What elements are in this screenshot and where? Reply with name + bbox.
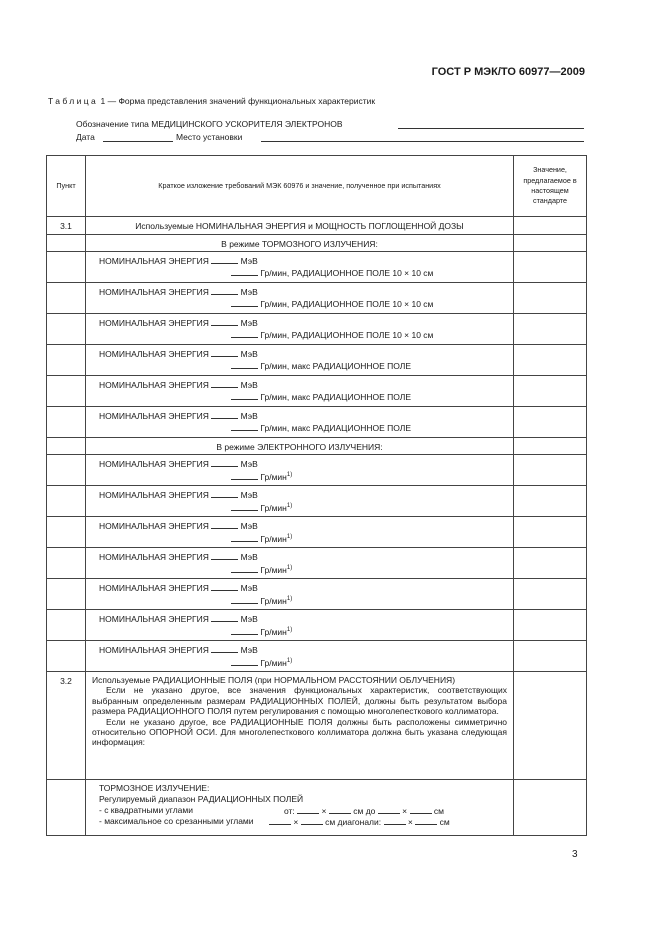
rate-blank	[231, 329, 258, 338]
rate-blank	[231, 564, 258, 573]
energy-blank	[211, 489, 238, 498]
energy-blank	[211, 379, 238, 388]
energy-blank	[211, 458, 238, 467]
rate-label: Гр/мин, макс РАДИАЦИОННОЕ ПОЛЕ	[260, 423, 411, 433]
energy-blank	[211, 613, 238, 622]
rate-blank	[231, 657, 258, 666]
table-row	[47, 252, 587, 283]
header-point: Пункт	[47, 156, 86, 217]
section-number: 3.1	[47, 217, 86, 235]
square-corners-line	[99, 805, 507, 816]
energy-unit: МэВ	[240, 318, 258, 328]
energy-blank	[211, 317, 238, 326]
energy-unit: МэВ	[240, 521, 258, 531]
page-number: 3	[572, 849, 578, 860]
range-title: Регулируемый диапазон РАДИАЦИОННЫХ ПОЛЕЙ	[99, 794, 304, 804]
table-row	[47, 610, 587, 641]
header-summary: Краткое изложение требований МЭК 60976 и значение, полученное при испытаниях	[86, 156, 514, 217]
rate-label: Гр/мин	[260, 533, 287, 544]
times-sign: ×	[293, 817, 299, 827]
blank	[384, 816, 406, 825]
section-number: 3.2	[47, 672, 86, 780]
energy-blank	[211, 410, 238, 419]
energy-label: НОМИНАЛЬНАЯ ЭНЕРГИЯ	[99, 521, 209, 531]
brems-heading: В режиме ТОРМОЗНОГО ИЗЛУЧЕНИЯ:	[86, 235, 514, 252]
energy-unit: МэВ	[240, 583, 258, 593]
footnote-mark: 1)	[286, 503, 293, 509]
blank	[297, 805, 319, 814]
footnote-mark: 1)	[286, 627, 293, 633]
rate-label: Гр/мин, макс РАДИАЦИОННОЕ ПОЛЕ	[260, 392, 411, 402]
energy-label: НОМИНАЛЬНАЯ ЭНЕРГИЯ	[99, 380, 209, 390]
times-sign: ×	[321, 806, 327, 816]
energy-unit: МэВ	[240, 645, 258, 655]
energy-unit: МэВ	[240, 552, 258, 562]
section-title: Используемые НОМИНАЛЬНАЯ ЭНЕРГИЯ и МОЩНОСТЬ ПОГЛОЩЕННОЙ ДОЗЫ	[86, 217, 514, 235]
rate-blank	[231, 298, 258, 307]
section-3-2-row	[47, 672, 587, 780]
brems-title: ТОРМОЗНОЕ ИЗЛУЧЕНИЕ:	[99, 783, 210, 793]
document-header: ГОСТ Р МЭК/ТО 60977—2009	[431, 66, 585, 78]
times-sign: ×	[407, 817, 413, 827]
table-row	[47, 517, 587, 548]
rate-label: Гр/мин	[260, 502, 287, 513]
blank	[329, 805, 351, 814]
rate-label: Гр/мин	[260, 471, 287, 482]
energy-label: НОМИНАЛЬНАЯ ЭНЕРГИЯ	[99, 459, 209, 469]
caption-text: 1 — Форма представления значений функциональных характеристик	[98, 96, 376, 106]
footnote-mark: 1)	[286, 658, 293, 664]
section-3-1-title-row	[47, 217, 587, 235]
blank	[410, 805, 432, 814]
place-label: Место установки	[176, 132, 243, 142]
cm-label: см	[433, 806, 444, 816]
accelerator-type-field	[398, 128, 584, 129]
rate-label: Гр/мин, макс РАДИАЦИОННОЕ ПОЛЕ	[260, 361, 411, 371]
energy-unit: МэВ	[240, 614, 258, 624]
rate-blank	[231, 533, 258, 542]
energy-label: НОМИНАЛЬНАЯ ЭНЕРГИЯ	[99, 583, 209, 593]
electron-heading-row	[47, 438, 587, 455]
proposed-value-cell	[514, 217, 587, 235]
field-range-row	[47, 780, 587, 836]
cm-label: см	[439, 817, 450, 827]
place-field	[261, 141, 584, 142]
rate-label: Гр/мин	[260, 564, 287, 575]
brems-heading-row	[47, 235, 587, 252]
energy-label: НОМИНАЛЬНАЯ ЭНЕРГИЯ	[99, 645, 209, 655]
rate-label: Гр/мин, РАДИАЦИОННОЕ ПОЛЕ 10 × 10 см	[260, 299, 434, 309]
energy-blank	[211, 286, 238, 295]
rate-label: Гр/мин, РАДИАЦИОННОЕ ПОЛЕ 10 × 10 см	[260, 268, 434, 278]
from-label: от:	[284, 806, 295, 816]
section-title: Используемые РАДИАЦИОННЫЕ ПОЛЯ (при НОРМАЛЬНОМ РАССТОЯНИИ ОБЛУЧЕНИЯ)	[92, 675, 456, 685]
energy-label: НОМИНАЛЬНАЯ ЭНЕРГИЯ	[99, 318, 209, 328]
table-row	[47, 486, 587, 517]
footnote-mark: 1)	[286, 472, 293, 478]
table-row	[47, 579, 587, 610]
table-row	[47, 548, 587, 579]
times-sign: ×	[402, 806, 408, 816]
energy-blank	[211, 255, 238, 264]
energy-blank	[211, 551, 238, 560]
blank	[378, 805, 400, 814]
header-proposed: Значение, предлагаемое в настоящем стандарте	[514, 156, 587, 217]
blank	[301, 816, 323, 825]
footnote-mark: 1)	[286, 596, 293, 602]
rate-blank	[231, 360, 258, 369]
energy-label: НОМИНАЛЬНАЯ ЭНЕРГИЯ	[99, 256, 209, 266]
energy-label: НОМИНАЛЬНАЯ ЭНЕРГИЯ	[99, 287, 209, 297]
energy-label: НОМИНАЛЬНАЯ ЭНЕРГИЯ	[99, 349, 209, 359]
rate-blank	[231, 422, 258, 431]
paragraph-2: Если не указано другое, все РАДИАЦИОННЫЕ ПОЛЯ должны быть расположены симметрично относительно ОПОРНОЙ ОСИ. Для многолепесткового коллиматора должна быть указана следующая информация:	[92, 716, 507, 748]
table-row	[47, 345, 587, 376]
cm-to-label: см до	[353, 806, 376, 816]
blank	[269, 816, 291, 825]
cm-diagonal-label: см диагонали:	[325, 817, 382, 827]
table-row	[47, 455, 587, 486]
energy-unit: МэВ	[240, 287, 258, 297]
table-row	[47, 376, 587, 407]
energy-blank	[211, 582, 238, 591]
energy-label: НОМИНАЛЬНАЯ ЭНЕРГИЯ	[99, 411, 209, 421]
energy-blank	[211, 644, 238, 653]
rate-label: Гр/мин	[260, 626, 287, 637]
table-row	[47, 407, 587, 438]
energy-unit: МэВ	[240, 349, 258, 359]
table-caption	[48, 96, 375, 106]
energy-unit: МэВ	[240, 490, 258, 500]
rate-blank	[231, 267, 258, 276]
square-label: - с квадратными углами	[99, 805, 193, 815]
rate-blank	[231, 502, 258, 511]
energy-label: НОМИНАЛЬНАЯ ЭНЕРГИЯ	[99, 490, 209, 500]
footnote-mark: 1)	[286, 565, 293, 571]
rate-label: Гр/мин, РАДИАЦИОННОЕ ПОЛЕ 10 × 10 см	[260, 330, 434, 340]
energy-unit: МэВ	[240, 256, 258, 266]
date-label: Дата	[76, 132, 95, 142]
accelerator-type-label: Обозначение типа МЕДИЦИНСКОГО УСКОРИТЕЛЯ ЭЛЕКТРОНОВ	[76, 119, 343, 129]
energy-unit: МэВ	[240, 459, 258, 469]
rate-blank	[231, 471, 258, 480]
blank	[415, 816, 437, 825]
energy-blank	[211, 348, 238, 357]
table-row	[47, 283, 587, 314]
table-row	[47, 314, 587, 345]
energy-blank	[211, 520, 238, 529]
cut-label: - максимальное со срезанными углами	[99, 816, 254, 826]
proposed-value-cell	[514, 672, 587, 780]
date-field	[103, 141, 173, 142]
rate-label: Гр/мин	[260, 595, 287, 606]
paragraph-1: Если не указано другое, все значения функциональных характеристик, соответствующих выбранным определенным размерам РАДИАЦИОННЫХ ПОЛЕЙ, должны быть результатом выбора размера РАДИАЦИОННОГО ПОЛЯ путем регулирования с помощью многолепесткового коллиматора.	[92, 685, 507, 717]
energy-unit: МэВ	[240, 380, 258, 390]
electron-heading: В режиме ЭЛЕКТРОННОГО ИЗЛУЧЕНИЯ:	[86, 438, 514, 455]
rate-blank	[231, 391, 258, 400]
caption-label: Таблица	[48, 96, 99, 106]
electron-rows	[47, 455, 587, 672]
energy-label: НОМИНАЛЬНАЯ ЭНЕРГИЯ	[99, 614, 209, 624]
footnote-mark: 1)	[286, 534, 293, 540]
rate-blank	[231, 595, 258, 604]
cut-corners-line	[99, 816, 507, 827]
energy-unit: МэВ	[240, 411, 258, 421]
energy-label: НОМИНАЛЬНАЯ ЭНЕРГИЯ	[99, 552, 209, 562]
table-row	[47, 641, 587, 672]
rate-label: Гр/мин	[260, 657, 287, 668]
characteristics-table	[46, 155, 587, 836]
table-header-row	[47, 156, 587, 217]
rate-blank	[231, 626, 258, 635]
brems-rows	[47, 252, 587, 438]
